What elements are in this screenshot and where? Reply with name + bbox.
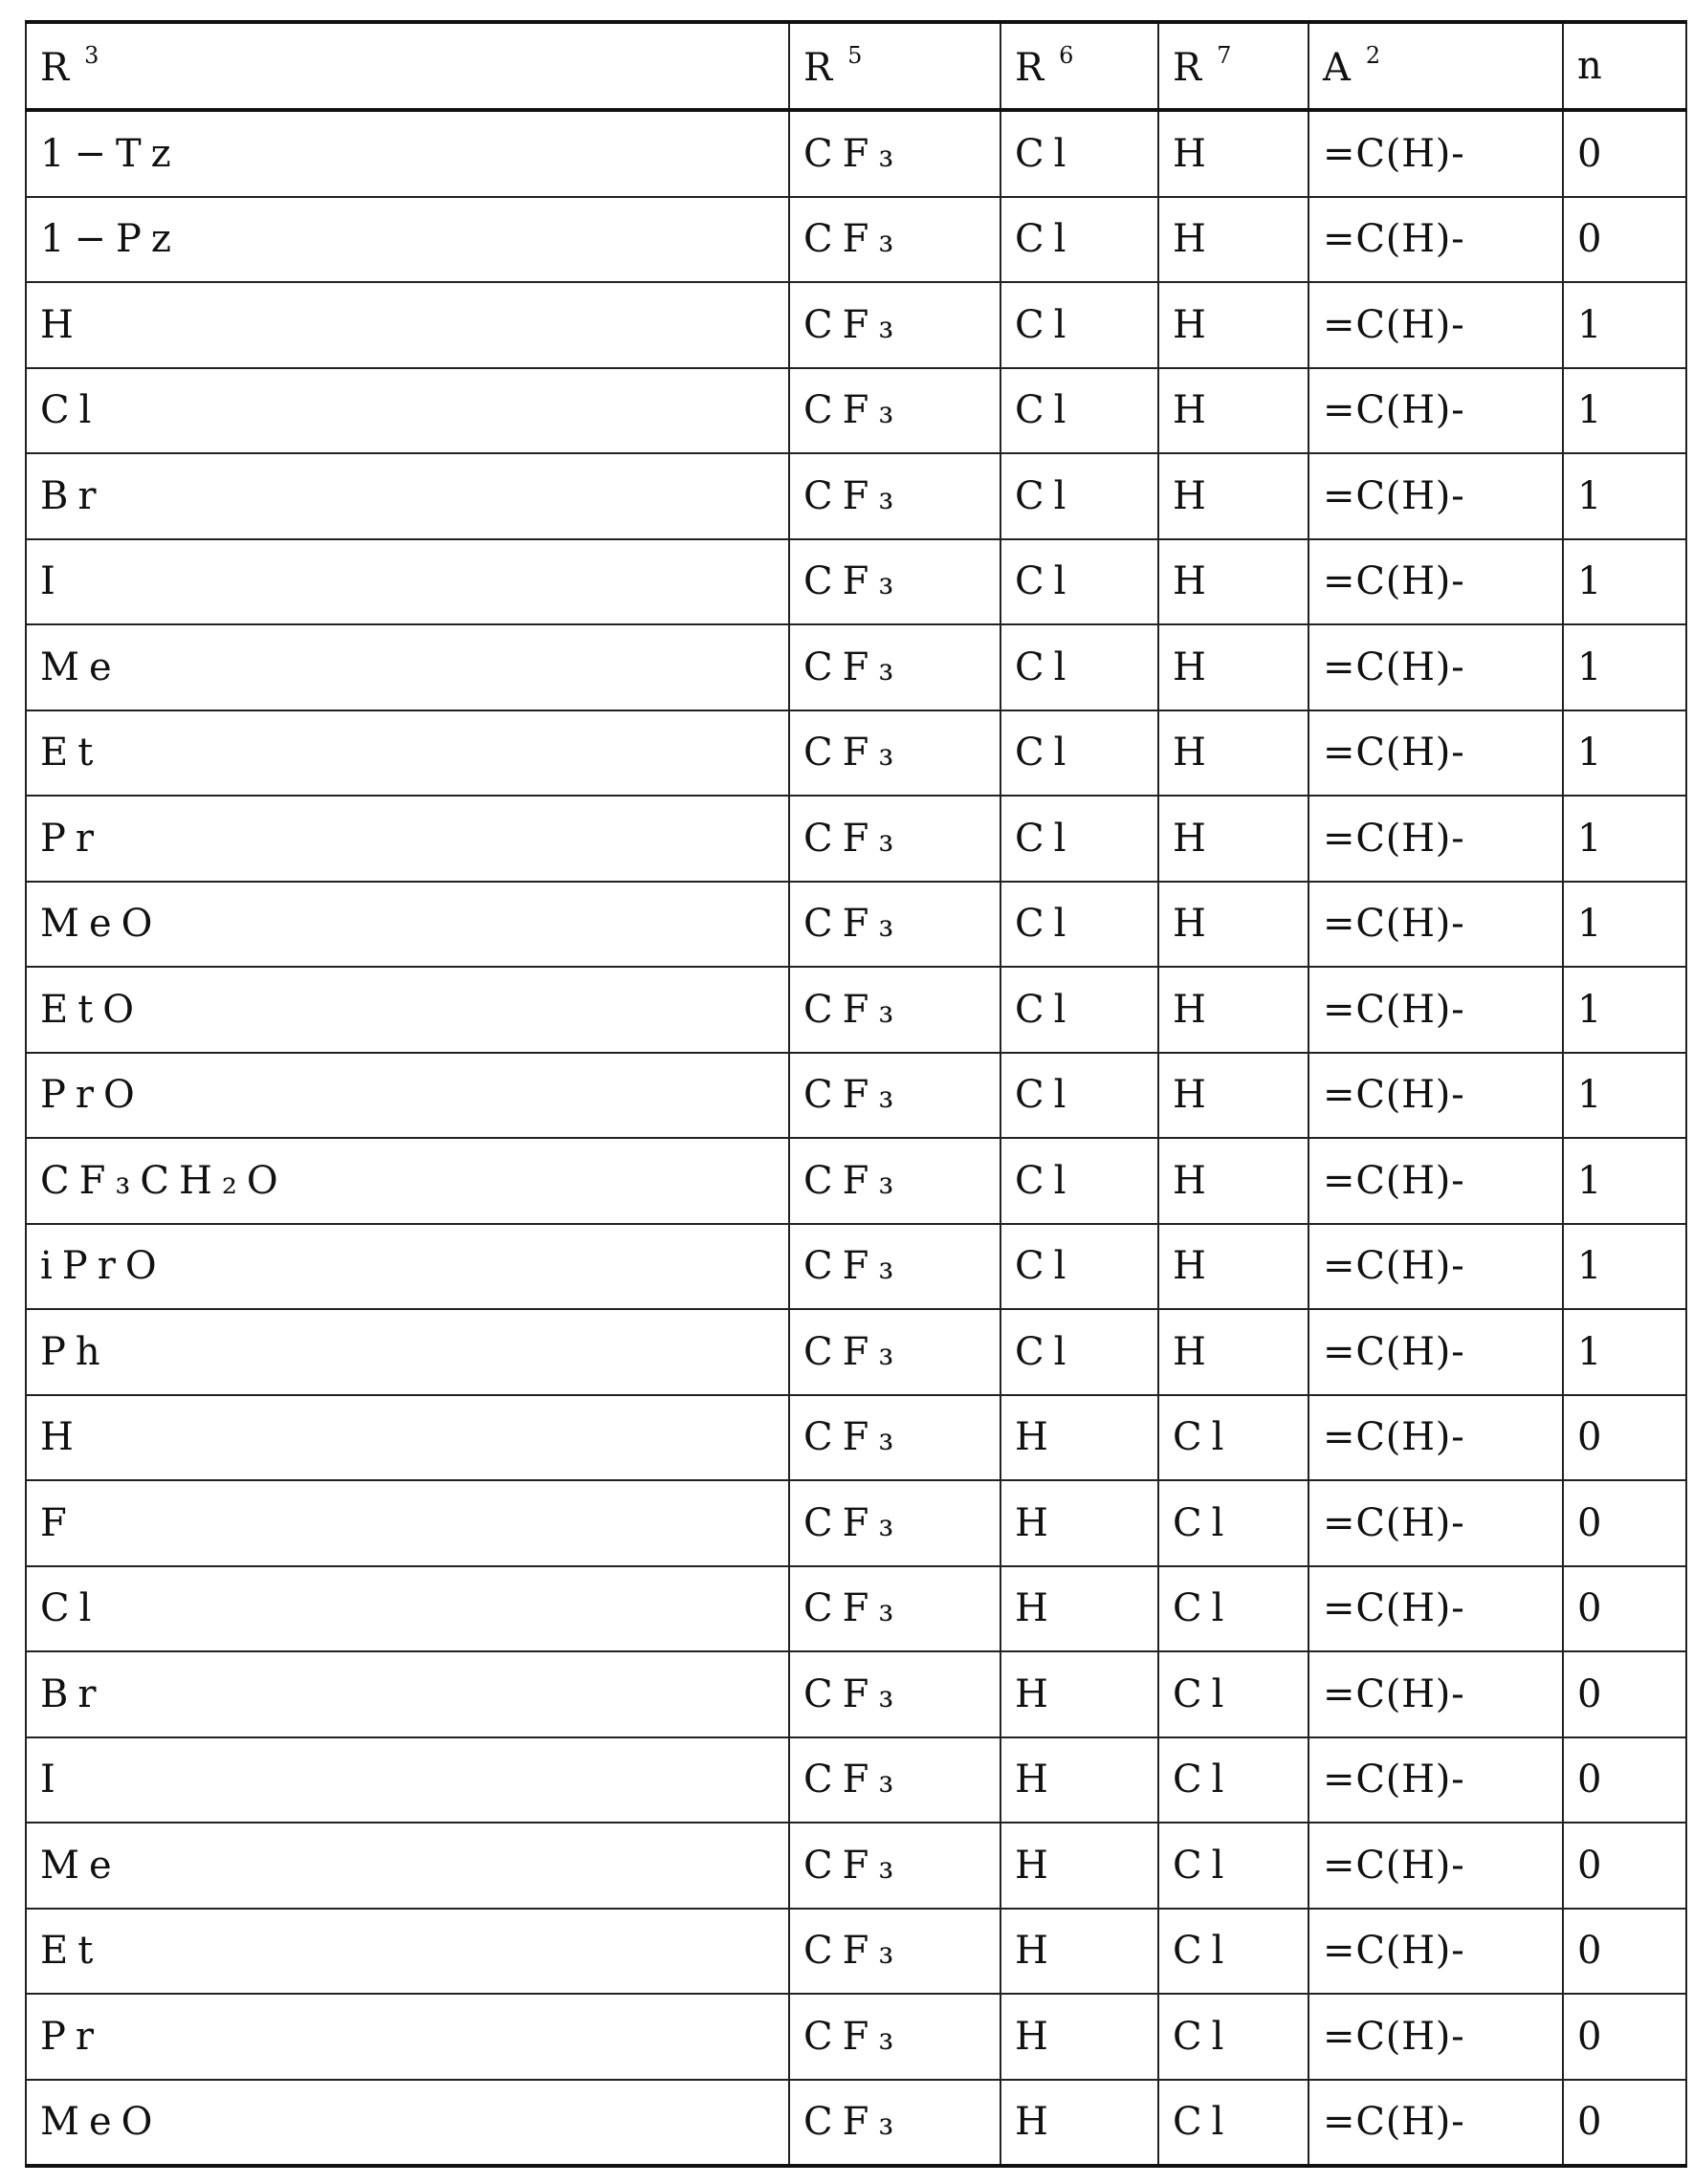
table-row xyxy=(26,1224,1686,1310)
cell-r6: Cl xyxy=(1000,882,1158,968)
cell-a2: =C(H)- xyxy=(1308,1309,1563,1395)
compound-table xyxy=(25,20,1687,2168)
cell-r5: CF₃ xyxy=(789,282,1000,368)
header-r7 xyxy=(1158,22,1308,110)
cell-r3: Me xyxy=(26,1823,789,1909)
cell-r7: Cl xyxy=(1158,1909,1308,1995)
cell-r5: CF₃ xyxy=(789,1737,1000,1824)
cell-r3: Br xyxy=(26,1651,789,1737)
header-r5 xyxy=(789,22,1000,110)
table-row xyxy=(26,197,1686,283)
cell-r7: H xyxy=(1158,882,1308,968)
cell-r6: Cl xyxy=(1000,1309,1158,1395)
table-row xyxy=(26,967,1686,1053)
cell-r3: PrO xyxy=(26,1053,789,1139)
cell-n: 1 xyxy=(1563,282,1686,368)
table-row xyxy=(26,368,1686,454)
cell-n: 0 xyxy=(1563,1566,1686,1652)
cell-r5: CF₃ xyxy=(789,110,1000,197)
cell-r3: Ph xyxy=(26,1309,789,1395)
table-row xyxy=(26,1909,1686,1995)
cell-r3: MeO xyxy=(26,2080,789,2167)
cell-n: 1 xyxy=(1563,539,1686,625)
header-r6 xyxy=(1000,22,1158,110)
cell-r7: Cl xyxy=(1158,1395,1308,1481)
cell-n: 1 xyxy=(1563,796,1686,882)
cell-a2: =C(H)- xyxy=(1308,2080,1563,2167)
cell-r7: H xyxy=(1158,710,1308,797)
cell-r7: H xyxy=(1158,967,1308,1053)
cell-r5: CF₃ xyxy=(789,539,1000,625)
cell-r6: Cl xyxy=(1000,110,1158,197)
table-row xyxy=(26,1737,1686,1824)
cell-n: 1 xyxy=(1563,624,1686,710)
cell-r6: H xyxy=(1000,1737,1158,1824)
cell-r5: CF₃ xyxy=(789,796,1000,882)
cell-n: 0 xyxy=(1563,1823,1686,1909)
cell-r3: I xyxy=(26,1737,789,1824)
cell-r3: CF₃CH₂O xyxy=(26,1138,789,1224)
header-label: R xyxy=(40,46,78,90)
cell-n: 1 xyxy=(1563,967,1686,1053)
cell-a2: =C(H)- xyxy=(1308,1566,1563,1652)
cell-r6: H xyxy=(1000,1909,1158,1995)
cell-a2: =C(H)- xyxy=(1308,197,1563,283)
cell-a2: =C(H)- xyxy=(1308,1823,1563,1909)
header-label: R xyxy=(1173,46,1211,90)
cell-r7: H xyxy=(1158,1224,1308,1310)
cell-r5: CF₃ xyxy=(789,1053,1000,1139)
cell-n: 1 xyxy=(1563,710,1686,797)
cell-r7: H xyxy=(1158,539,1308,625)
cell-r7: H xyxy=(1158,796,1308,882)
header-superscript: 6 xyxy=(1059,42,1083,69)
cell-a2: =C(H)- xyxy=(1308,1224,1563,1310)
cell-r6: Cl xyxy=(1000,453,1158,539)
cell-r5: CF₃ xyxy=(789,1309,1000,1395)
header-superscript: 5 xyxy=(847,42,871,69)
cell-n: 1 xyxy=(1563,453,1686,539)
cell-r6: H xyxy=(1000,1566,1158,1652)
cell-r7: H xyxy=(1158,110,1308,197)
table-row xyxy=(26,282,1686,368)
cell-n: 1 xyxy=(1563,1224,1686,1310)
cell-r5: CF₃ xyxy=(789,197,1000,283)
cell-a2: =C(H)- xyxy=(1308,882,1563,968)
cell-n: 0 xyxy=(1563,1651,1686,1737)
cell-a2: =C(H)- xyxy=(1308,453,1563,539)
cell-r5: CF₃ xyxy=(789,1480,1000,1566)
header-label: R xyxy=(803,46,842,90)
cell-n: 1 xyxy=(1563,882,1686,968)
table-row xyxy=(26,882,1686,968)
cell-n: 1 xyxy=(1563,1138,1686,1224)
cell-r5: CF₃ xyxy=(789,1224,1000,1310)
cell-a2: =C(H)- xyxy=(1308,1480,1563,1566)
table-row xyxy=(26,624,1686,710)
table-row xyxy=(26,710,1686,797)
cell-r6: Cl xyxy=(1000,282,1158,368)
cell-r7: Cl xyxy=(1158,2080,1308,2167)
cell-n: 0 xyxy=(1563,2080,1686,2167)
header-row xyxy=(26,22,1686,110)
cell-r3: Et xyxy=(26,710,789,797)
cell-r3: Me xyxy=(26,624,789,710)
table-row xyxy=(26,539,1686,625)
cell-r5: CF₃ xyxy=(789,453,1000,539)
cell-r3: 1−Pz xyxy=(26,197,789,283)
cell-r6: H xyxy=(1000,1651,1158,1737)
cell-n: 0 xyxy=(1563,1994,1686,2080)
cell-a2: =C(H)- xyxy=(1308,796,1563,882)
cell-r5: CF₃ xyxy=(789,1651,1000,1737)
cell-r6: H xyxy=(1000,1395,1158,1481)
cell-n: 0 xyxy=(1563,197,1686,283)
cell-a2: =C(H)- xyxy=(1308,1909,1563,1995)
cell-r3: H xyxy=(26,1395,789,1481)
cell-r5: CF₃ xyxy=(789,1823,1000,1909)
cell-a2: =C(H)- xyxy=(1308,967,1563,1053)
cell-n: 0 xyxy=(1563,1737,1686,1824)
cell-n: 0 xyxy=(1563,1395,1686,1481)
cell-r3: Pr xyxy=(26,1994,789,2080)
cell-r7: Cl xyxy=(1158,1651,1308,1737)
cell-r7: H xyxy=(1158,453,1308,539)
cell-a2: =C(H)- xyxy=(1308,710,1563,797)
cell-r6: Cl xyxy=(1000,1138,1158,1224)
cell-r7: Cl xyxy=(1158,1994,1308,2080)
cell-r6: Cl xyxy=(1000,710,1158,797)
cell-r5: CF₃ xyxy=(789,1566,1000,1652)
cell-a2: =C(H)- xyxy=(1308,1651,1563,1737)
table-row xyxy=(26,110,1686,197)
cell-r6: Cl xyxy=(1000,1053,1158,1139)
cell-a2: =C(H)- xyxy=(1308,1138,1563,1224)
table-row xyxy=(26,1823,1686,1909)
header-r3 xyxy=(26,22,789,110)
cell-r3: MeO xyxy=(26,882,789,968)
cell-r3: iPrO xyxy=(26,1224,789,1310)
cell-n: 0 xyxy=(1563,1480,1686,1566)
table-row xyxy=(26,1480,1686,1566)
table-row xyxy=(26,1395,1686,1481)
header-label: R xyxy=(1015,46,1053,90)
cell-r6: Cl xyxy=(1000,368,1158,454)
cell-a2: =C(H)- xyxy=(1308,1994,1563,2080)
header-label: n xyxy=(1577,44,1612,88)
cell-r7: H xyxy=(1158,624,1308,710)
cell-a2: =C(H)- xyxy=(1308,282,1563,368)
cell-r5: CF₃ xyxy=(789,368,1000,454)
cell-a2: =C(H)- xyxy=(1308,624,1563,710)
cell-r6: H xyxy=(1000,2080,1158,2167)
cell-r6: Cl xyxy=(1000,967,1158,1053)
cell-r7: H xyxy=(1158,1138,1308,1224)
cell-r6: Cl xyxy=(1000,1224,1158,1310)
cell-r3: I xyxy=(26,539,789,625)
table-row xyxy=(26,453,1686,539)
cell-r7: Cl xyxy=(1158,1566,1308,1652)
header-superscript: 2 xyxy=(1366,42,1390,69)
cell-r3: Pr xyxy=(26,796,789,882)
header-superscript: 7 xyxy=(1217,42,1241,69)
cell-r3: Cl xyxy=(26,1566,789,1652)
table-row xyxy=(26,796,1686,882)
cell-r5: CF₃ xyxy=(789,967,1000,1053)
cell-r7: H xyxy=(1158,1309,1308,1395)
cell-r5: CF₃ xyxy=(789,2080,1000,2167)
cell-n: 0 xyxy=(1563,110,1686,197)
cell-r7: H xyxy=(1158,1053,1308,1139)
table-row xyxy=(26,1053,1686,1139)
cell-r7: H xyxy=(1158,368,1308,454)
header-superscript: 3 xyxy=(84,42,108,69)
cell-r6: Cl xyxy=(1000,539,1158,625)
cell-r5: CF₃ xyxy=(789,624,1000,710)
cell-a2: =C(H)- xyxy=(1308,1395,1563,1481)
header-n xyxy=(1563,22,1686,110)
cell-r6: H xyxy=(1000,1994,1158,2080)
table-row xyxy=(26,1309,1686,1395)
cell-r3: Et xyxy=(26,1909,789,1995)
cell-n: 0 xyxy=(1563,1909,1686,1995)
cell-n: 1 xyxy=(1563,368,1686,454)
cell-r7: Cl xyxy=(1158,1737,1308,1824)
header-label: A xyxy=(1323,46,1360,90)
cell-a2: =C(H)- xyxy=(1308,1053,1563,1139)
cell-a2: =C(H)- xyxy=(1308,110,1563,197)
cell-r7: Cl xyxy=(1158,1823,1308,1909)
cell-r3: Cl xyxy=(26,368,789,454)
cell-a2: =C(H)- xyxy=(1308,539,1563,625)
cell-r6: Cl xyxy=(1000,197,1158,283)
cell-r5: CF₃ xyxy=(789,1909,1000,1995)
cell-r3: F xyxy=(26,1480,789,1566)
cell-r6: H xyxy=(1000,1823,1158,1909)
cell-a2: =C(H)- xyxy=(1308,368,1563,454)
cell-r3: Br xyxy=(26,453,789,539)
cell-r6: Cl xyxy=(1000,796,1158,882)
cell-r6: H xyxy=(1000,1480,1158,1566)
cell-r5: CF₃ xyxy=(789,1395,1000,1481)
cell-r5: CF₃ xyxy=(789,882,1000,968)
cell-r7: H xyxy=(1158,282,1308,368)
cell-a2: =C(H)- xyxy=(1308,1737,1563,1824)
table-row xyxy=(26,1566,1686,1652)
cell-r3: EtO xyxy=(26,967,789,1053)
cell-r7: Cl xyxy=(1158,1480,1308,1566)
header-a2 xyxy=(1308,22,1563,110)
cell-r3: 1−Tz xyxy=(26,110,789,197)
cell-r5: CF₃ xyxy=(789,1994,1000,2080)
table-row xyxy=(26,2080,1686,2167)
cell-r3: H xyxy=(26,282,789,368)
cell-r6: Cl xyxy=(1000,624,1158,710)
table-row xyxy=(26,1994,1686,2080)
table-row xyxy=(26,1651,1686,1737)
cell-r7: H xyxy=(1158,197,1308,283)
cell-r5: CF₃ xyxy=(789,1138,1000,1224)
table-row xyxy=(26,1138,1686,1224)
cell-r5: CF₃ xyxy=(789,710,1000,797)
cell-n: 1 xyxy=(1563,1053,1686,1139)
cell-n: 1 xyxy=(1563,1309,1686,1395)
